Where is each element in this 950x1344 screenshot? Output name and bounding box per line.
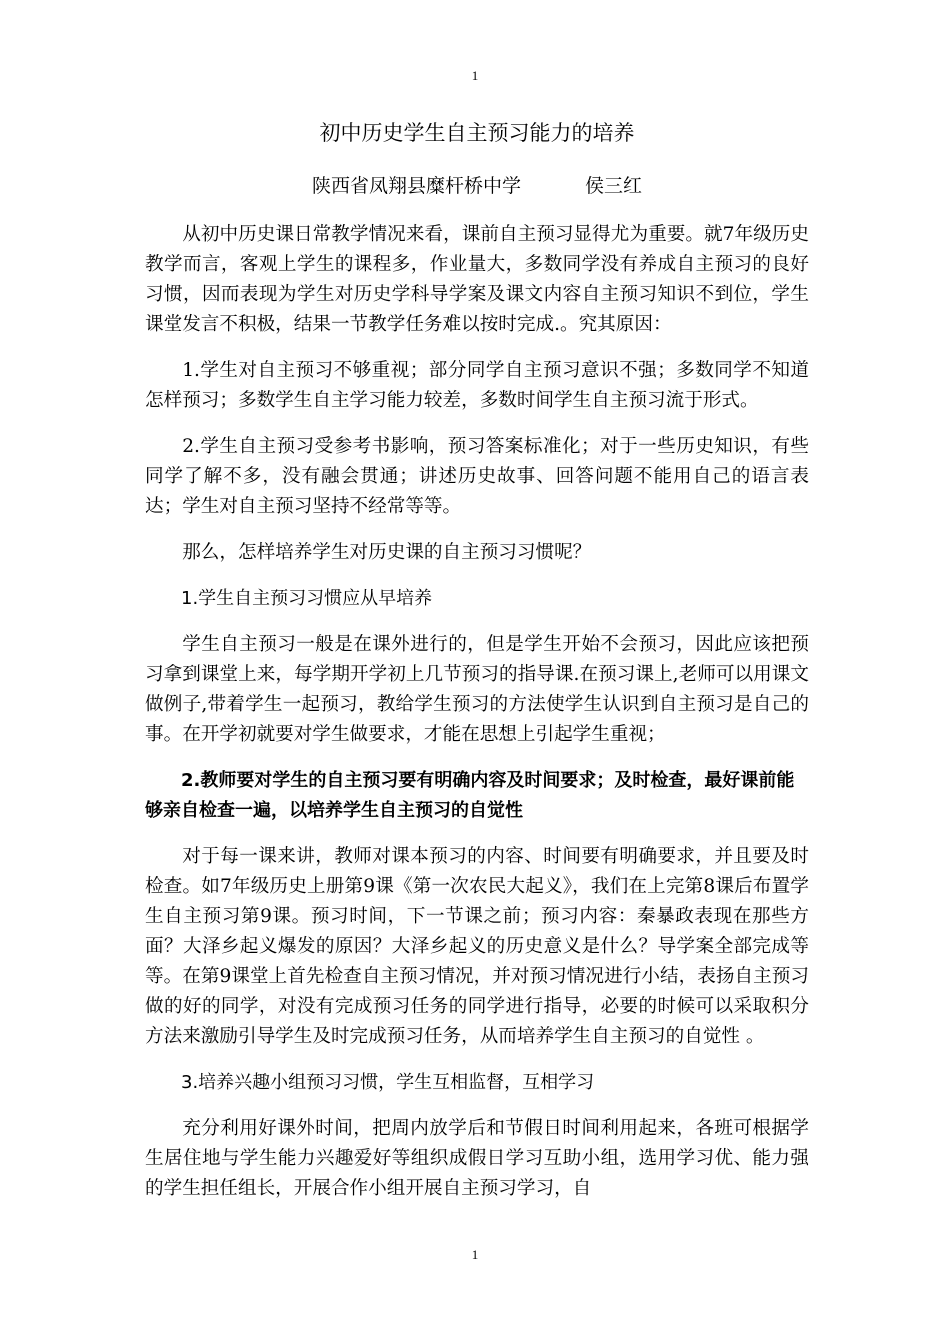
paragraph-section-1: 学生自主预习一般是在课外进行的，但是学生开始不会预习，因此应该把预习拿到课堂上来，每学期开学初上几节预习的指导课.在预习课上,老师可以用课文做例子,带着学生一起预习，教给学生预习的方法使学生认识到自主预习是自己的事。在开学初就要对学生做要求，才能在思想上引起学生重视； bbox=[145, 634, 809, 745]
page-number-top: 1 bbox=[471, 68, 479, 83]
document-body bbox=[145, 118, 809, 1220]
section-heading-2: 2.教师要对学生的自主预习要有明确内容及时间要求；及时检查，最好课前能够亲自检查一遍，以培养学生自主预习的自觉性 bbox=[145, 770, 795, 821]
paragraph-reason-2: 2.学生自主预习受参考书影响，预习答案标准化；对于一些历史知识，有些同学了解不多，没有融会贯通；讲述历史故事、回答问题不能用自己的语言表达；学生对自主预习坚持不经常等等。 bbox=[145, 436, 809, 517]
paragraph-intro: 从初中历史课日常教学情况来看，课前自主预习显得尤为重要。就7年级历史教学而言，客观上学生的课程多，作业量大，多数同学没有养成自主预习的良好习惯，因而表现为学生对历史学科导学案及课文内容自主预习知识不到位，学生课堂发言不积极，结果一节教学任务难以按时完成.。究其原因： bbox=[145, 224, 809, 335]
paragraph-section-3: 充分利用好课外时间，把周内放学后和节假日时间利用起来，各班可根据学生居住地与学生能力兴趣爱好等组织成假日学习互助小组，选用学习优、能力强的学生担任组长，开展合作小组开展自主预习学习，自 bbox=[145, 1118, 809, 1199]
section-heading-1: 1.学生自主预习习惯应从早培养 bbox=[181, 588, 433, 609]
author-name: 侯三红 bbox=[585, 175, 643, 197]
document-title: 初中历史学生自主预习能力的培养 bbox=[319, 121, 635, 145]
paragraph-section-2: 对于每一课来讲，教师对课本预习的内容、时间要有明确要求，并且要及时检查。如7年级历史上册第9课《第一次农民大起义》，我们在上完第8课后布置学生自主预习第9课。预习时间，下一节课之前；预习内容：秦暴政表现在那些方面？大泽乡起义爆发的原因？大泽乡起义的历史意义是什么？导学案全部完成等等。在第9课堂上首先检查自主预习情况，并对预习情况进行小结，表扬自主预习做的好的同学，对没有完成预习任务的同学进行指导，必要的时候可以采取积分方法来激励引导学生及时完成预习任务，从而培养学生自主预习的自觉性 。 bbox=[145, 846, 809, 1047]
page-number-bottom: 1 bbox=[471, 1247, 479, 1262]
paragraph-reason-1: 1.学生对自主预习不够重视；部分同学自主预习意识不强；多数同学不知道怎样预习；多数学生自主学习能力较差，多数时间学生自主预习流于形式。 bbox=[145, 360, 809, 411]
paragraph-question: 那么，怎样培养学生对历史课的自主预习习惯呢？ bbox=[182, 542, 592, 563]
section-heading-3: 3.培养兴趣小组预习习惯，学生互相监督，互相学习 bbox=[181, 1072, 595, 1093]
school-name: 陕西省凤翔县糜杆桥中学 bbox=[311, 175, 521, 197]
author-line bbox=[145, 172, 809, 200]
